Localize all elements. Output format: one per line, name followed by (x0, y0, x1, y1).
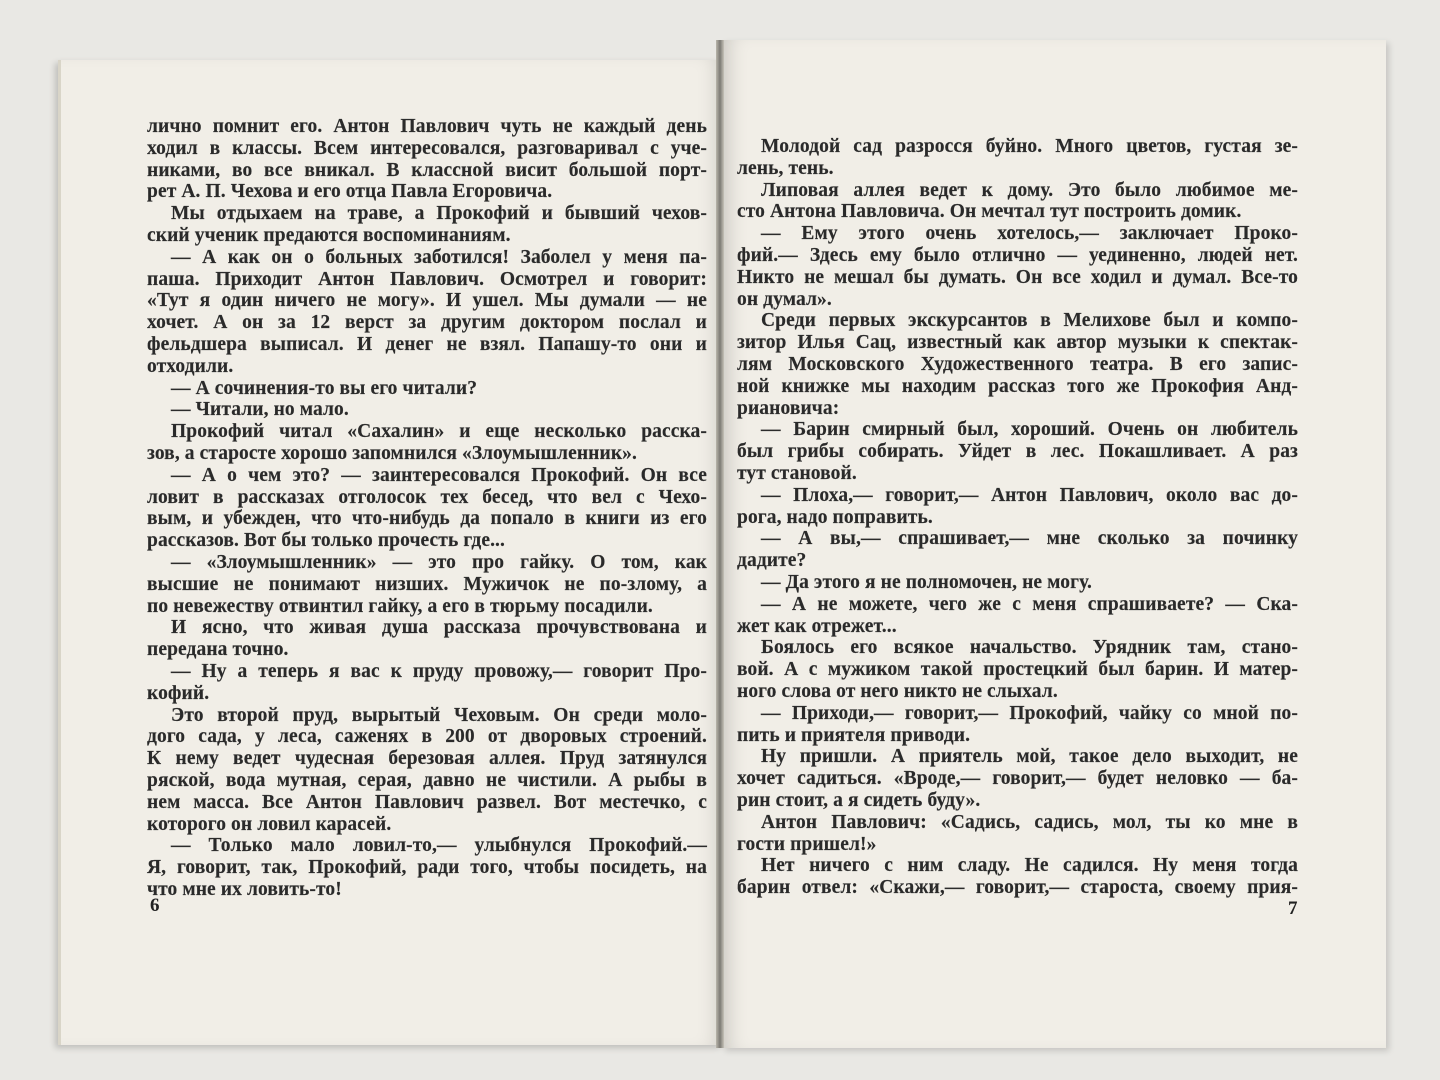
text-line: — А вы,— спрашивает,— мне сколько за починку (761, 528, 1298, 550)
text-line: зов, а старосте хорошо запомнился «Злоумышленник». (147, 442, 637, 464)
text-line: — А сочинения-то вы его читали? (171, 377, 478, 399)
text-line: лично помнит его. Антон Павлович чуть не каждый день (147, 116, 707, 137)
text-line: вой. А с мужиком такой простецкий был барин. И матер- (737, 659, 1298, 681)
text-line: Среди первых экскурсантов в Мелихове был и компо- (761, 310, 1298, 332)
page-number-right: 7 (1288, 898, 1298, 919)
text-line: — Читали, но мало. (171, 399, 349, 421)
text-line: Мы отдыхаем на траве, а Прокофий и бывший чехов- (171, 203, 707, 225)
text-line: по невежеству отвинтил гайку, а его в тюрьму посадили. (147, 595, 653, 617)
text-line: ловит в рассказах отголосок тех бесед, что вел с Чехо- (147, 486, 707, 508)
text-line: тут становой. (737, 462, 857, 484)
text-line: дадите? (737, 550, 807, 572)
text-line: паша. Приходит Антон Павлович. Осмотрел и говорит: (147, 268, 707, 290)
text-line: — Барин смирный был, хороший. Очень он любитель (761, 419, 1298, 441)
text-line: зитор Илья Сац, известный как автор музыки к спектак- (737, 332, 1298, 354)
text-line: что мне их ловить-то! (147, 878, 342, 900)
text-line: пить и приятеля приводи. (737, 724, 971, 746)
text-line: фий.— Здесь ему было отлично — уединенно, людей нет. (737, 244, 1298, 266)
page-number-left: 6 (150, 895, 160, 916)
text-line: К нему ведет чудесная березовая аллея. Пруд затянулся (147, 748, 707, 770)
text-line: Боялось его всякое начальство. Урядник там, стано- (761, 637, 1298, 659)
text-line: высшие не понимают низших. Мужичок не по-злому, а (147, 573, 707, 595)
text-line: сто Антона Павловича. Он мечтал тут построить домик. (737, 201, 1242, 223)
text-line: риановича: (737, 397, 840, 419)
text-line: Нет ничего с ним сладу. Не садился. Ну меня тогда (761, 855, 1298, 877)
text-line: гости пришел!» (737, 833, 877, 855)
text-line: отходили. (147, 355, 234, 377)
text-line: — А как он о больных заботился! Заболел у меня па- (171, 246, 707, 268)
text-line: — Ему этого очень хотелось,— заключает Проко- (761, 223, 1298, 245)
text-line: ряской, вода мутная, серая, давно не чистили. А рыбы в (147, 769, 707, 791)
text-line: нем масса. Все Антон Павлович развел. Вот местечко, с (147, 791, 707, 813)
text-line: лям Московского Художественного театра. В его запис- (737, 353, 1298, 375)
text-line: барин отвел: «Скажи,— говорит,— староста, своему прия- (737, 877, 1298, 899)
text-line: никами, во все вникал. В классной висит большой порт- (147, 159, 707, 181)
text-line: ного слова от него никто не слыхал. (737, 680, 1058, 702)
book-gutter (716, 40, 724, 1048)
text-line: вым, и убежден, что что-нибудь да попало в книги из его (147, 508, 707, 530)
text-line: — Приходи,— говорит,— Прокофий, чайку со мной по- (761, 702, 1298, 724)
text-line: Никто не мешал бы думать. Он все ходил и думал. Все-то (737, 266, 1298, 288)
text-line: дого сада, у леса, саженях в 200 от дворовых строений. (147, 726, 707, 748)
text-line: хочет садиться. «Вроде,— говорит,— будет неловко — ба- (737, 768, 1298, 790)
text-line: ной книжке мы находим рассказ того же Прокофия Анд- (737, 375, 1298, 397)
text-line: ходил в классы. Всем интересовался, разговаривал с уче- (147, 137, 707, 159)
text-line: И ясно, что живая душа рассказа прочувствована и (171, 617, 707, 639)
text-line: — Ну а теперь я вас к пруду провожу,— говорит Про- (171, 660, 707, 682)
text-line: — Да этого я не полномочен, не могу. (761, 571, 1092, 593)
text-line: Я, говорит, так, Прокофий, ради того, чтобы посидеть, на (147, 857, 707, 879)
text-line: — Только мало ловил-то,— улыбнулся Прокофий.— (171, 835, 707, 857)
left-page-text (147, 116, 707, 901)
text-line: хочет. А он за 12 верст за другим доктором послал и (147, 312, 707, 334)
text-line: ский ученик предаются воспоминаниям. (147, 224, 511, 246)
text-line: «Тут я один ничего не могу». И ушел. Мы думали — не (147, 290, 707, 312)
text-line: жет как отрежет... (737, 615, 897, 637)
text-line: которого он ловил карасей. (147, 813, 392, 835)
text-line: — А о чем это? — заинтересовался Прокофий. Он все (171, 464, 707, 486)
text-line: — «Злоумышленник» — это про гайку. О том, как (171, 551, 707, 573)
text-line: рассказов. Вот бы только прочесть где... (147, 530, 505, 552)
text-line: кофий. (147, 682, 210, 704)
text-line: рин стоит, а я сидеть буду». (737, 789, 981, 811)
text-line: Антон Павлович: «Садись, садись, мол, ты ко мне в (761, 811, 1298, 833)
text-line: Молодой сад разросся буйно. Много цветов, густая зе- (761, 136, 1298, 157)
text-line: передана точно. (147, 639, 289, 661)
text-line: он думал». (737, 288, 832, 310)
text-line: рет А. П. Чехова и его отца Павла Егоровича. (147, 181, 553, 203)
text-line: был грибы собирать. Уйдет в лес. Покашливает. А раз (737, 441, 1298, 463)
text-line: — Плоха,— говорит,— Антон Павлович, около вас до- (761, 484, 1298, 506)
text-line: рога, надо поправить. (737, 506, 933, 528)
text-line: Липовая аллея ведет к дому. Это было любимое ме- (761, 179, 1298, 201)
text-line: Это второй пруд, вырытый Чеховым. Он среди моло- (171, 704, 707, 726)
text-line: Ну пришли. А приятель мой, такое дело выходит, не (761, 746, 1298, 768)
right-page-text (737, 136, 1298, 899)
text-line: фельдшера выписал. И денег не взял. Папашу-то они и (147, 333, 707, 355)
text-line: Прокофий читал «Сахалин» и еще несколько расска- (171, 421, 707, 443)
text-line: — А не можете, чего же с меня спрашиваете? — Ска- (761, 593, 1298, 615)
text-line: лень, тень. (737, 157, 834, 179)
